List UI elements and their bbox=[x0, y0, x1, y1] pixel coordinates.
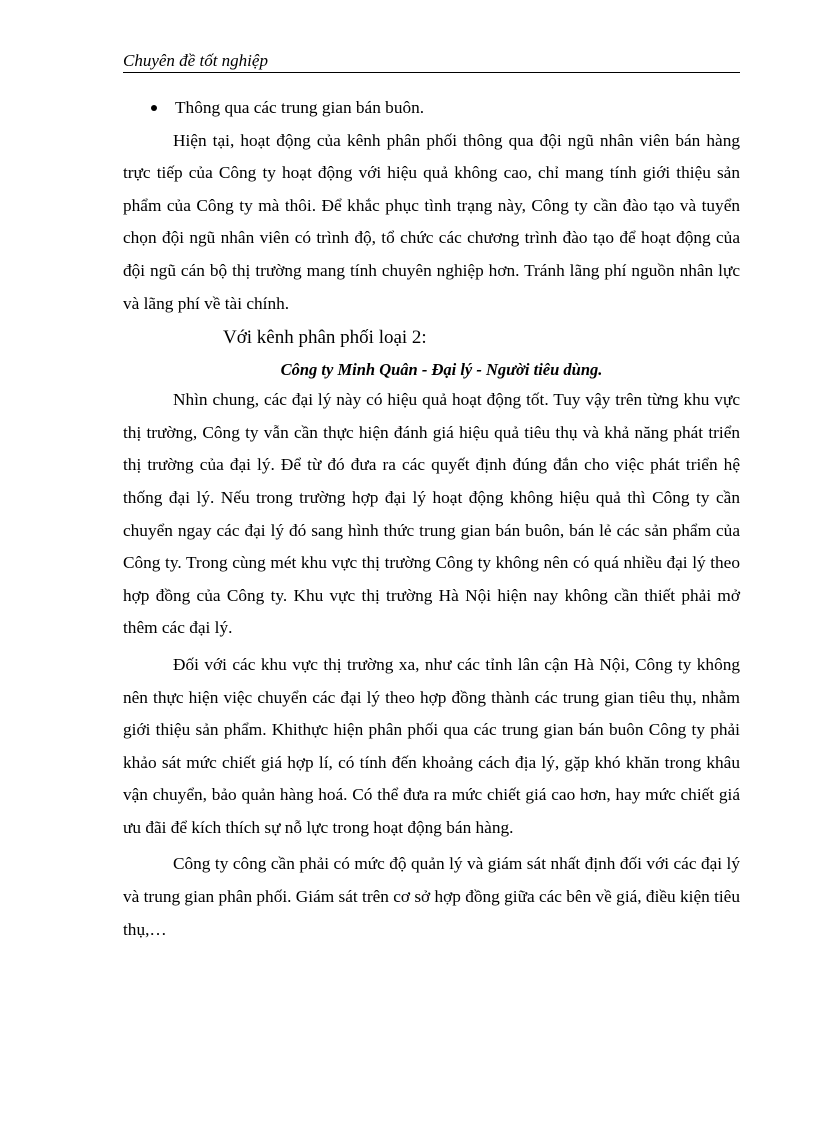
paragraph-2: Nhìn chung, các đại lý này có hiệu quả hoạt động tốt. Tuy vậy trên từng khu vực thị trường, Công ty vẫn cần thực hiện đánh giá hiệu quả tiêu thụ và khả năng phát triển thị trường của đại lý. Để từ đó đưa ra các quyết định đúng đắn cho việc phát triển hệ thống đại lý. Nếu trong trường hợp đại lý hoạt động không hiệu quả thì Công ty cần chuyển ngay các đại lý đó sang hình thức trung gian bán buôn, bán lẻ các sản phẩm của Công ty. Trong cùng mét khu vực thị trường Công ty không nên có quá nhiều đại lý theo hợp đồng của Công ty. Khu vực thị trường Hà Nội hiện nay không cần thiết phải mở thêm các đại lý. bbox=[123, 390, 740, 638]
paragraph-1: Hiện tại, hoạt động của kênh phân phối thông qua đội ngũ nhân viên bán hàng trực tiếp của Công ty hoạt động với hiệu quả không cao, chỉ mang tính giới thiệu sản phẩm của Công ty mà thôi. Để khắc phục tình trạng này, Công ty cần đào tạo và tuyển chọn đội ngũ nhân viên có trình độ, tổ chức các chương trình đào tạo để hoạt động của đội ngũ cán bộ thị trường mang tính chuyên nghiệp hơn. Tránh lãng phí nguồn nhân lực và lãng phí về tài chính. bbox=[123, 130, 740, 313]
page-header bbox=[123, 50, 740, 73]
section-subtitle: Công ty Minh Quân - Đại lý - Người tiêu dùng. bbox=[280, 360, 603, 380]
bullet-icon bbox=[151, 105, 157, 111]
document-body bbox=[123, 92, 740, 946]
bullet-text: Thông qua các trung gian bán buôn. bbox=[175, 98, 425, 117]
bullet-item bbox=[123, 92, 740, 125]
header-title: Chuyên đề tốt nghiệp bbox=[123, 51, 268, 70]
section-subheading: Với kênh phân phối loại 2: bbox=[223, 327, 427, 349]
paragraph-3: Đối với các khu vực thị trường xa, như các tỉnh lân cận Hà Nội, Công ty không nên thực hiện việc chuyển các đại lý theo hợp đồng thành các trung gian tiêu thụ, nhằm giới thiệu sản phẩm. Khithực hiện phân phối qua các trung gian bán buôn Công ty phải khảo sát mức chiết giá hợp lí, có tính đến khoảng cách địa lý, gặp khó khăn trong khâu vận chuyển, bảo quản hàng hoá. Có thể đưa ra mức chiết giá cao hơn, hay mức chiết giá ưu đãi để kích thích sự nỗ lực trong hoạt động bán hàng. bbox=[123, 654, 740, 837]
paragraph-4: Công ty công cần phải có mức độ quản lý và giám sát nhất định đối với các đại lý và trung gian phân phối. Giám sát trên cơ sở hợp đồng giữa các bên về giá, điều kiện tiêu thụ,… bbox=[123, 854, 740, 939]
